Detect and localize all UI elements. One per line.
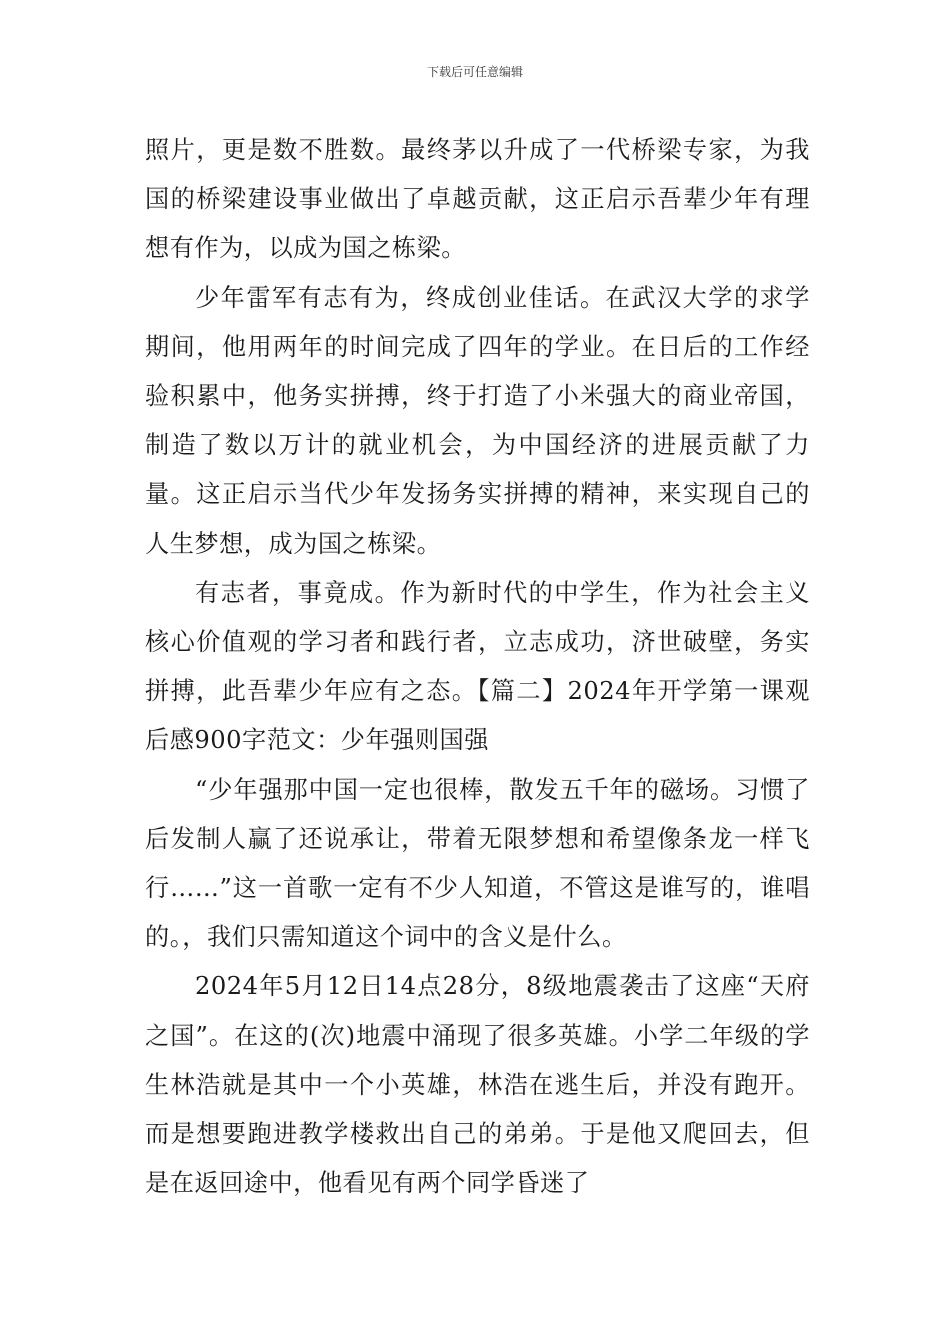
- page-header: 下载后可任意编辑: [426, 65, 523, 79]
- paragraph-4: “少年强那中国一定也很棒，散发五千年的磁场。习惯了后发制人赢了还说承让，带着无限梦想和希望像条龙一样飞行……”这一首歌一定有不少人知道，不管这是谁写的，谁唱的。，我们只需知道这个词中的含义是什么。: [145, 775, 810, 952]
- paragraph-5: 2024年5月12日14点28分，8级地震袭击了这座“天府之国”。在这的(次)地震中涌现了很多英雄。小学二年级的学生林浩就是其中一个小英雄，林浩在逃生后，并没有跑开。而是想要跑进教学楼救出自己的弟弟。于是他又爬回去，但是在返回途中，他看见有两个同学昏迷了: [145, 972, 810, 1198]
- document-body: [145, 126, 810, 1208]
- paragraph-3: 有志者，事竟成。作为新时代的中学生，作为社会主义核心价值观的学习者和践行者，立志成功，济世破壁，务实拼搏，此吾辈少年应有之态。【篇二】2024年开学第一课观后感900字范文：少年强则国强: [145, 578, 810, 755]
- paragraph-2: 少年雷军有志有为，终成创业佳话。在武汉大学的求学期间，他用两年的时间完成了四年的学业。在日后的工作经验积累中，他务实拼搏，终于打造了小米强大的商业帝国，制造了数以万计的就业机会，为中国经济的进展贡献了力量。这正启示当代少年发扬务实拼搏的精神，来实现自己的人生梦想，成为国之栋梁。: [145, 283, 810, 558]
- paragraph-1: 照片，更是数不胜数。最终茅以升成了一代桥梁专家，为我国的桥梁建设事业做出了卓越贡献，这正启示吾辈少年有理想有作为，以成为国之栋梁。: [145, 136, 810, 263]
